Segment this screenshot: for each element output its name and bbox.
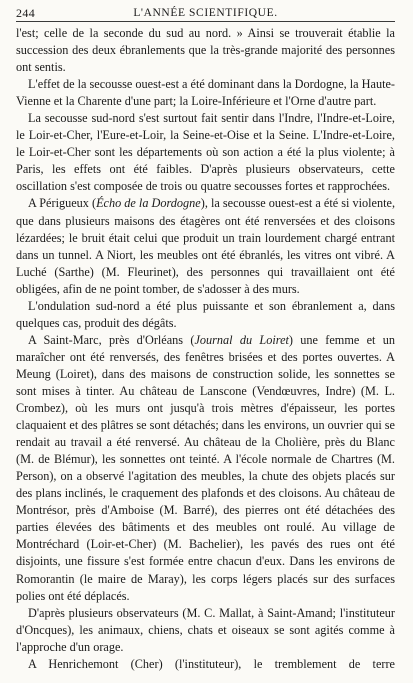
text-run: La secousse sud-nord s'est surtout fait sentir dans l'Indre, l'Indre-et-Loire, le Loir-et-Cher, l'Eure-et-Loir, la Seine-et-Oise et la Seine. L'Indre-et-Loire, le Loir-et-Cher sont les départements où son action a été la plus violente; à Paris, les effets ont été faibles. D'après plusieurs observateurs, cette oscillation s'est composée de trois ou quatre secousses fortes et rapprochées. <box>16 111 395 194</box>
text-run: L'ondulation sud-nord a été plus puissante et son ébranlement a, dans quelques cas, produit des dégâts. <box>16 298 395 330</box>
italic-citation: Journal du Loiret <box>194 332 289 347</box>
paragraph <box>16 298 395 332</box>
paragraph <box>16 656 395 673</box>
paragraph <box>16 110 395 195</box>
body-text <box>16 25 395 673</box>
text-run: A Saint-Marc, près d'Orléans ( <box>28 332 195 347</box>
text-run: l'est; celle de la seconde du sud au nord. » Ainsi se trouverait établie la succession des deux ébranlements que la très-grande majorité des personnes ont sentis. <box>16 26 395 75</box>
running-head: L'ANNÉE SCIENTIFIQUE. <box>133 7 278 19</box>
page-number: 244 <box>16 6 36 20</box>
page-header <box>16 5 395 22</box>
text-run: L'effet de la secousse ouest-est a été dominant dans la Dordogne, la Haute-Vienne et la Charente d'une part; la Loire-Inférieure et l'Orne d'autre part. <box>16 77 395 109</box>
text-run: A Périgueux ( <box>28 196 97 211</box>
paragraph <box>16 25 395 76</box>
text-run: ), la secousse ouest-est a été si violente, que dans plusieurs maisons des étagères ont été renversées et des cloisons lézardées; le bruit était celui que produit un train lourdement chargé entrant dans un tunnel. A Niort, les meubles ont été ébranlés, les vitres ont vibré. A Luché (Sarthe) (M. Fleurinet), des personnes qui travaillaient ont été obligées, afin de ne point tomber, de s'adosser à des murs. <box>16 196 396 296</box>
paragraph <box>16 332 395 605</box>
italic-citation: Écho de la Dordogne <box>96 196 201 211</box>
paragraph <box>16 605 395 656</box>
text-run: ) une femme et un maraîcher ont été renversés, des fenêtres brisées et des portes ouvertes. A Meung (Loiret), dans des maisons de construction solide, les sonnettes se sont mises à tinter. Au château de Lanscone (Vendœuvres, Indre) (M. L. Crombez), où les murs ont jusqu'à trois mètres d'épaisseur, les portes claquaient et des plâtres se sont détachés; dans les environs, un ouvrier qui se rendait au travail a été renversé. Au château de la Cholière, près du Blanc (M. de Blémur), les sonnettes ont teinté. A l'école normale de Chartres (M. Person), on a observé l'agitation des meubles, la chute des objets placés sur des plans inclinés, le craquement des plafonds et des cloisons. Au château de Montrésor, près d'Amboise (M. Barré), des pierres ont été détachées des parties élevées des bâtiments et des meubles ont roulé. Au village de Montréchard (Loir-et-Cher) (M. Bachelier), les pavés des rues ont été disjoints, une fissure s'est formée entre chacun d'eux. Dans les environs de Romorantin (le maire de Maray), les corps légers placés sur des surfaces polies ont été déplacés. <box>16 332 395 603</box>
text-run: D'après plusieurs observateurs (M. C. Mallat, à Saint-Amand; l'instituteur d'Oncques), les animaux, chiens, chats et oiseaux se sont agités comme à l'approche d'un orage. <box>16 605 395 654</box>
paragraph <box>16 195 395 297</box>
paragraph <box>16 76 395 110</box>
text-run: A Henrichemont (Cher) (l'instituteur), le tremblement de terre <box>28 656 395 671</box>
